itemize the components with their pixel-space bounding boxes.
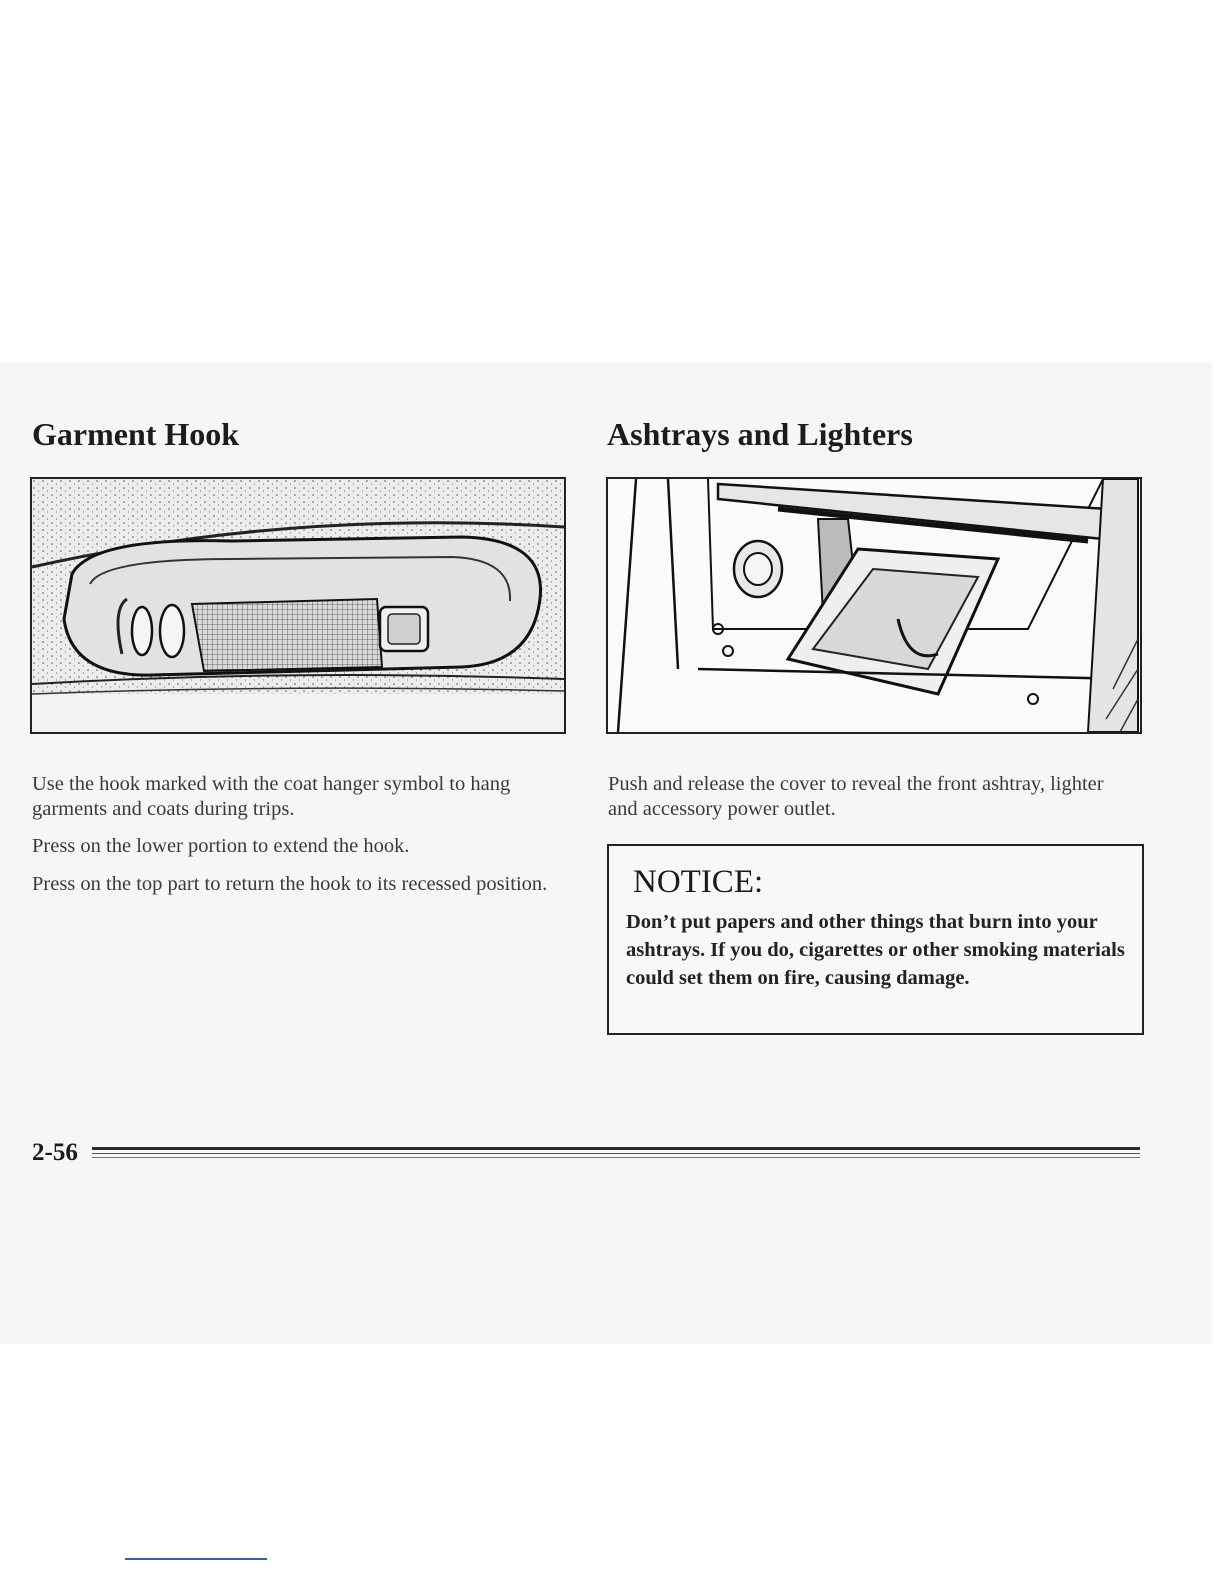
- garment-hook-illustration: [30, 477, 566, 734]
- garment-hook-drawing: [32, 479, 564, 732]
- footer-rule-thin: [92, 1153, 1140, 1154]
- ashtrays-paragraph: Push and release the cover to reveal the front ashtray, lighter and accessory power outlet.: [608, 773, 1104, 820]
- ashtray-illustration: [606, 477, 1142, 734]
- ashtray-drawing: [608, 479, 1140, 732]
- garment-hook-heading: Garment Hook: [32, 416, 240, 452]
- footer-rule-thinner: [92, 1157, 1140, 1158]
- page-number: 2-56: [32, 1139, 78, 1166]
- notice-body: Don’t put papers and other things that burn into your ashtrays. If you do, cigarettes or other smoking materials could set them on fire, causing damage.: [626, 911, 1125, 989]
- garment-hook-paragraph-2: Press on the lower portion to extend the hook.: [32, 835, 410, 857]
- footer-rule: [92, 1147, 1140, 1150]
- garment-hook-paragraph-1: Use the hook marked with the coat hanger symbol to hang garments and coats during trips.: [32, 773, 511, 820]
- notice-box: [607, 844, 1144, 1035]
- garment-hook-paragraph-3: Press on the top part to return the hook to its recessed position.: [32, 873, 548, 895]
- bottom-link-underline: [125, 1558, 267, 1560]
- notice-title: NOTICE:: [633, 864, 764, 900]
- ashtrays-heading: Ashtrays and Lighters: [607, 416, 913, 452]
